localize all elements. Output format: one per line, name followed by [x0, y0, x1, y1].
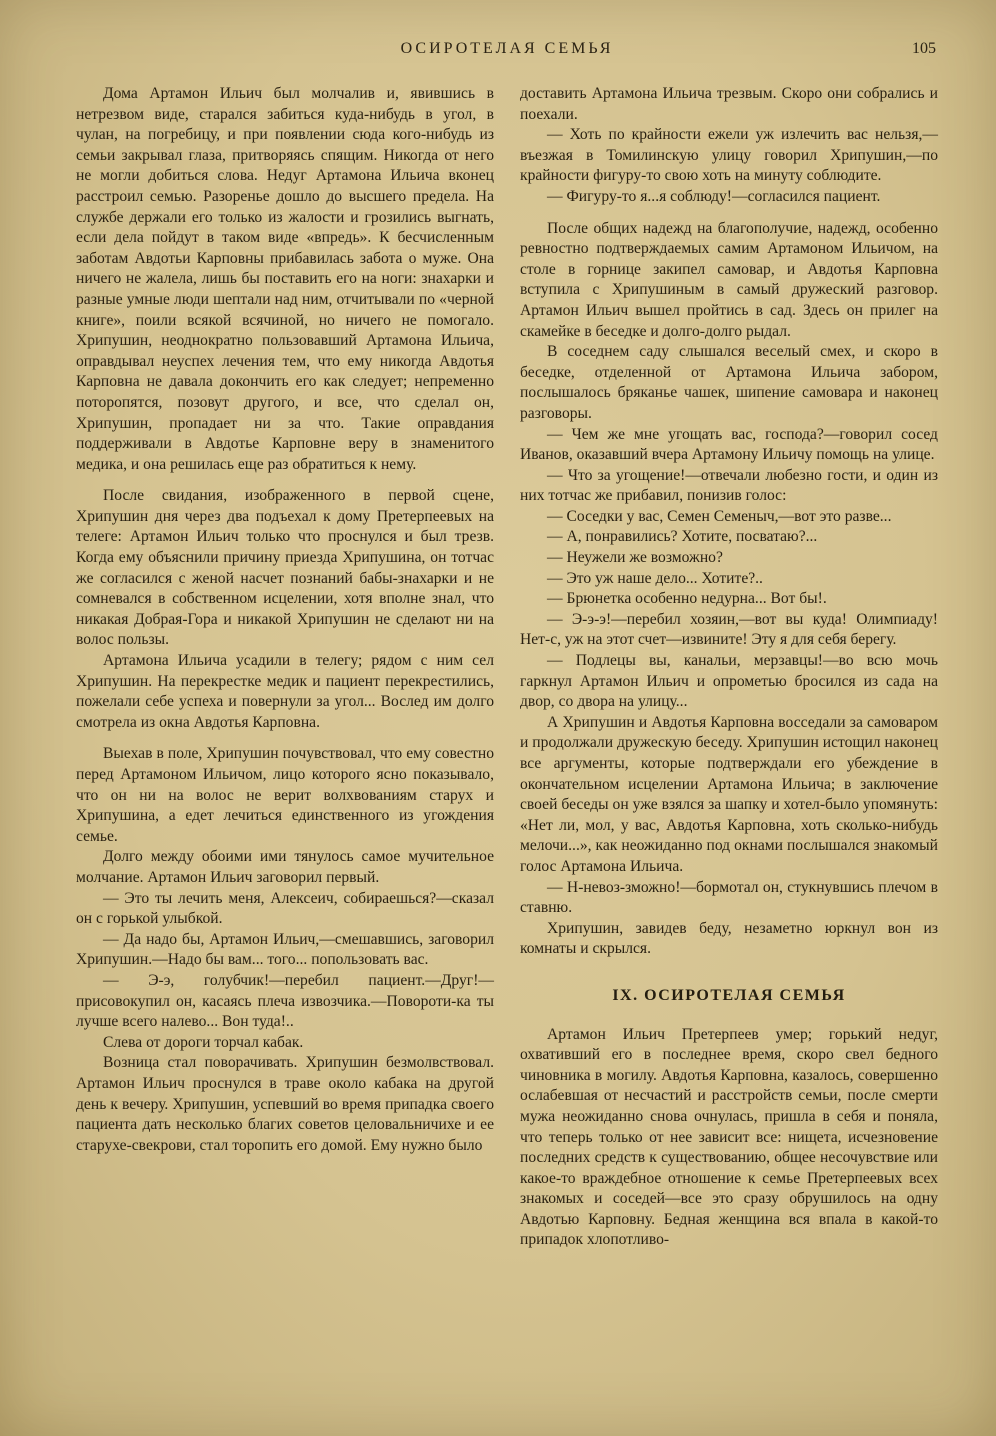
paragraph: — Хоть по крайности ежели уж излечить вас нельзя,—въезжая в Томилинскую улицу говорил Хрипушин,—по крайности фигуру-то свою хоть на минуту соблюдите.: [520, 126, 938, 185]
paragraph: После общих надежд на благополучие, надежд, особенно ревностно подтверждаемых самим Артамоном Ильичом, на столе в горнице закипел самовар, и Авдотья Карповна вступила с Хрипушиным в самый дружеский разговор. Артамон Ильич вышел пройтись в сад. Здесь он прилег на скамейке в беседке и долго-долго рыдал.: [520, 219, 938, 340]
paragraph: Дома Артамон Ильич был молчалив и, явившись в нетрезвом виде, старался забиться куда-нибудь в угол, в чулан, на погребицу, и при появлении сюда кого-нибудь из семьи закрывал глаза, притворяясь спящим. Никогда от него не могли добиться слова. Недуг Артамона Ильича вконец расстроил семью. Разоренье дошло до высшего предела. На службе держали его только из жалости и грозились выгнать, если дела пойдут в таком виде «впредь». К бесчисленным заботам Авдотьи Карповны прибавилась забота о муже. Она ничего не жалела, лишь бы поставить его на ноги: знахарки и разные умные люди шептали над ним, отчитывали по «черной книге», поили всякой всячиной, но ничего не помогало. Хрипушин, неоднократно пользовавший Артамона Ильича, оправдывал неуспех лечения тем, что ему никогда Авдотья Карповна не давала докончить его как следует; непременно поторопятся, позовут другого, и все, что сделал он, Хрипушин, пропадает ни за что. Такие оправдания поддерживали в Авдотье Карповне веру в знаменитого медика, и она решилась еще раз обратиться к нему.: [76, 85, 494, 473]
section-heading: IX. ОСИРОТЕЛАЯ СЕМЬЯ: [612, 986, 846, 1004]
paragraph: — Э-э, голубчик!—перебил пациент.—Друг!—присовокупил он, касаясь плеча извозчика.—Повороти-ка ты лучше всего налево... Вон туда!..: [76, 971, 494, 1031]
paragraph: А Хрипушин и Авдотья Карповна восседали за самоваром и продолжали дружескую беседу. Хрипушин истощил наконец все аргументы, которые подтверждали его убеждение в окончательном исцелении Артамона Ильича; в заключение своей беседы он уже взялся за шапку и хотел-было упомянуть: «Нет ли, мол, у вас, Авдотья Карповна, хоть сколько-нибудь мелочи...», как неожиданно под окнами послышался знакомый голос Артамона Ильича.: [520, 713, 938, 875]
paragraph: Хрипушин, завидев беду, незаметно юркнул вон из комнаты и скрылся.: [520, 919, 938, 958]
right-column-bottom: [520, 1025, 938, 1252]
paragraph: В соседнем саду слышался веселый смех, и скоро в беседке, отделенной от Артамона Ильича забором, послышалось бряканье чашек, шипение самовара и наконец разговоры.: [520, 343, 938, 422]
paragraph: — Брюнетка особенно недурна... Вот бы!.: [547, 590, 827, 608]
paragraph: Артамон Ильич Претерпеев умер; горький недуг, охвативший его в последнее время, скоро свел бедного чиновника в могилу. Авдотья Карповна, казалось, совершенно ослабевшая от несчастий и расстройств семьи, после смерти мужа неожиданно снова очнулась, пришла в себя и поняла, что теперь только от нее зависит все: нищета, исчезновение последних средств к существованию, общее несочувствие или какое-то враждебное отношение к семье Претерпеевых всех знакомых и соседей—все это сразу обрушилось на одну Авдотью Карповну. Бедная женщина вся впала в какой-то припадок хлопотливо-: [520, 1025, 938, 1249]
paragraph: Артамона Ильича усадили в телегу; рядом с ним сел Хрипушин. На перекрестке медик и пациент перекрестились, пожелали себе успеха и повернули за угол... Вослед им долго смотрела из окна Авдотья Карповна.: [76, 652, 494, 731]
paragraph: — Это ты лечить меня, Алексеич, собираешься?—сказал он с горькой улыбкой.: [76, 889, 494, 928]
paragraph: — Да надо бы, Артамон Ильич,—смешавшись, заговорил Хрипушин.—Надо бы вам... того... попользовать вас.: [76, 930, 494, 969]
left-column: [76, 84, 494, 1251]
paragraph: Выехав в поле, Хрипушин почувствовал, что ему совестно перед Артамоном Ильичом, лицо которого ясно показывало, что он ни на волос не верит волхвованиям старух и Хрипушина, а едет лечиться единственного из угождения семье.: [76, 745, 494, 845]
page-number: 105: [912, 40, 936, 57]
paragraph: доставить Артамона Ильича трезвым. Скоро они собрались и поехали.: [520, 85, 938, 123]
running-header: [76, 40, 938, 64]
right-column-top: [520, 84, 938, 960]
paragraph: — А, понравились? Хотите, посватаю?...: [547, 528, 818, 546]
paragraph: — Н-невоз-зможно!—бормотал он, стукнувшись плечом в ставню.: [520, 878, 938, 917]
paragraph: — Подлецы вы, канальи, мерзавцы!—во всю мочь гаркнул Артамон Ильич и опрометью бросился из сада на двор, со двора на улицу...: [520, 652, 938, 711]
paragraph: — Это уж наше дело... Хотите?..: [547, 569, 763, 587]
paragraph: — Неужели же возможно?: [547, 549, 723, 567]
text-columns: [76, 84, 938, 1251]
paragraph: — Фигуру-то я...я соблюду!—согласился пациент.: [547, 187, 881, 205]
right-column: [520, 84, 938, 1251]
paragraph: — Чем же мне угощать вас, господа?—говорил сосед Иванов, оказавший вчера Артамону Ильичу помощь на улице.: [520, 425, 938, 464]
paragraph: — Э-э-э!—перебил хозяин,—вот вы куда! Олимпиаду! Нет-с, уж на этот счет—извините! Эту я для себя берегу.: [520, 610, 938, 649]
paragraph: После свидания, изображенного в первой сцене, Хрипушин дня через два подъехал к дому Претерпеевых на телеге: Артамон Ильич только что проснулся и был трезв. Когда ему объяснили причину приезда Хрипушина, он тотчас же согласился с женой насчет познаний бабы-знахарки и не сомневался в собственном исцелении, хотя вполне знал, что никакая Добрая-Гора и никакой Хрипушин не сделают ни на волос пользы.: [76, 487, 494, 649]
header-title: ОСИРОТЕЛАЯ СЕМЬЯ: [400, 40, 614, 57]
paragraph: Долго между обоими ими тянулось самое мучительное молчание. Артамон Ильич заговорил первый.: [76, 848, 494, 886]
paragraph: Возница стал поворачивать. Хрипушин безмолвствовал. Артамон Ильич проснулся в траве около кабака на другой день к вечеру. Хрипушин, успевший во время припадка своего пациента дать несколько благих советов целовальничихе и ее старухе-свекрови, стал торопить его домой. Ему нужно было: [76, 1054, 494, 1154]
paragraph: — Соседки у вас, Семен Семеныч,—вот это разве...: [547, 507, 892, 525]
paragraph: — Что за угощение!—отвечали любезно гости, и один из них тотчас же прибавил, понизив голос:: [520, 466, 938, 505]
paragraph: Слева от дороги торчал кабак.: [103, 1033, 304, 1051]
